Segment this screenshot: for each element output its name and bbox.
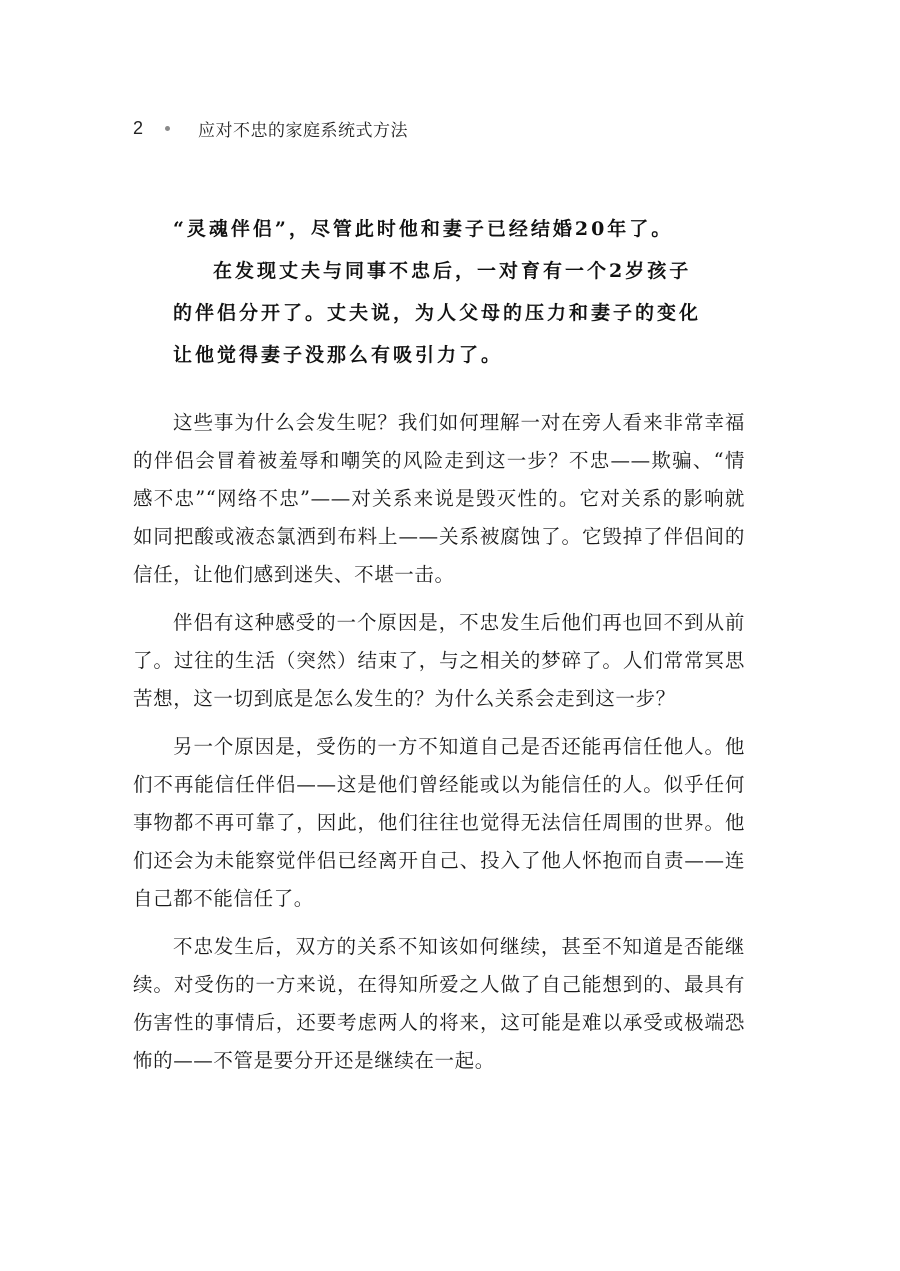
running-head <box>133 114 408 142</box>
case-example-paragraph: 在发现丈夫与同事不忠后，一对育有一个2岁孩子的伴侣分开了。丈夫说，为人父母的压力和妻子的变化让他觉得妻子没那么有吸引力了。 <box>173 260 702 366</box>
bullet-separator <box>165 126 170 131</box>
book-title: 应对不忠的家庭系统式方法 <box>198 120 408 141</box>
case-example-block <box>173 208 703 376</box>
body-text <box>133 404 745 1090</box>
body-paragraph: 这些事为什么会发生呢？我们如何理解一对在旁人看来非常幸福的伴侣会冒着被羞辱和嘲笑的风险走到这一步？不忠——欺骗、“情感不忠”“网络不忠”——对关系来说是毁灭性的。它对关系的影响就如同把酸或液态氯洒到布料上——关系被腐蚀了。它毁掉了伴侣间的信任，让他们感到迷失、不堪一击。 <box>133 411 745 586</box>
page-number: 2 <box>133 117 144 138</box>
case-example-paragraph: “灵魂伴侣”，尽管此时他和妻子已经结婚20年了。 <box>173 218 674 240</box>
body-paragraph: 另一个原因是，受伤的一方不知道自己是否还能再信任他人。他们不再能信任伴侣——这是他们曾经能或以为能信任的人。似乎任何事物都不再可靠了，因此，他们往往也觉得无法信任周围的世界。他们还会为未能察觉伴侣已经离开自己、投入了他人怀抱而自责——连自己都不能信任了。 <box>133 735 745 910</box>
body-paragraph: 不忠发生后，双方的关系不知该如何继续，甚至不知道是否能继续。对受伤的一方来说，在得知所爱之人做了自己能想到的、最具有伤害性的事情后，还要考虑两人的将来，这可能是难以承受或极端恐怖的——不管是要分开还是继续在一起。 <box>133 935 745 1072</box>
body-paragraph: 伴侣有这种感受的一个原因是，不忠发生后他们再也回不到从前了。过往的生活（突然）结束了，与之相关的梦碎了。人们常常冥思苦想，这一切到底是怎么发生的？为什么关系会走到这一步？ <box>133 611 745 710</box>
